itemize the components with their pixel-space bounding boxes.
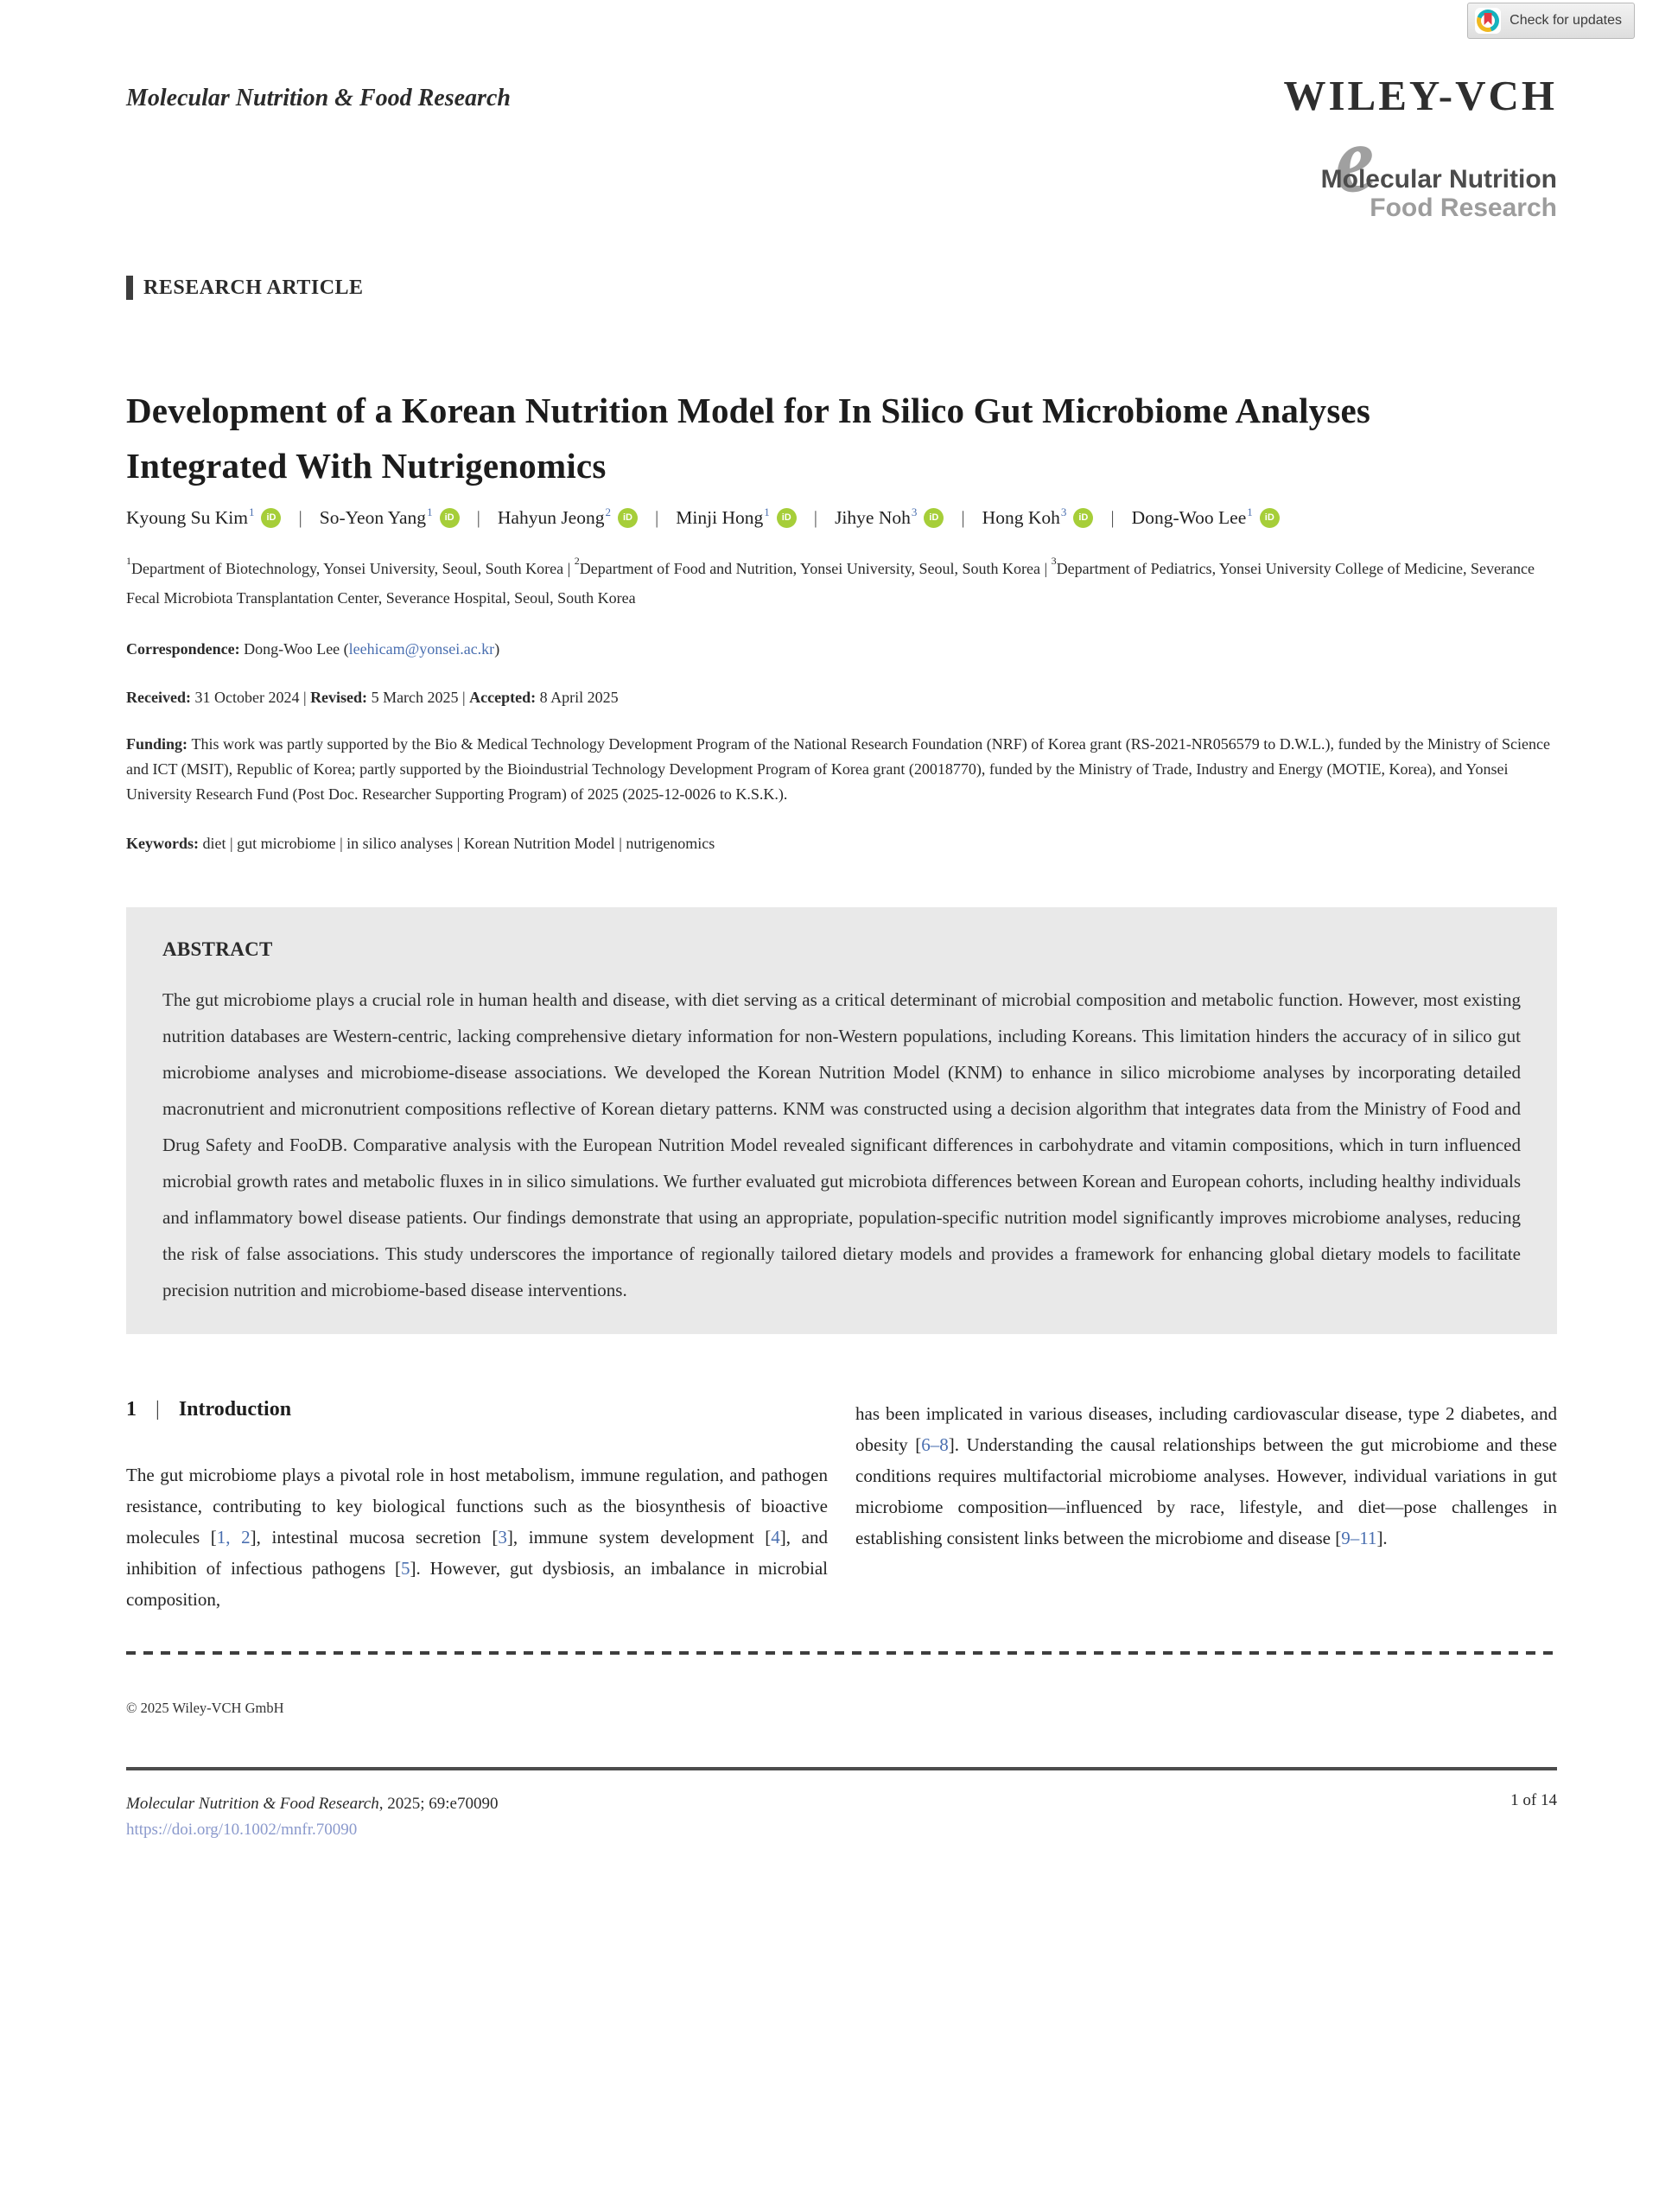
dates-line bbox=[126, 685, 1557, 709]
author-affiliation-sup: 1 bbox=[1247, 505, 1253, 518]
author-separator: | bbox=[476, 507, 480, 528]
check-for-updates-label: Check for updates bbox=[1510, 13, 1622, 28]
text-segment: Department of Biotechnology, Yonsei University, Seoul, South Korea bbox=[131, 560, 564, 577]
citation-reference[interactable]: 4 bbox=[771, 1527, 780, 1548]
journal-logo-line2: Food Research bbox=[1370, 194, 1557, 222]
text-segment: 31 October 2024 bbox=[194, 689, 300, 706]
author-affiliation-sup: 3 bbox=[911, 505, 918, 518]
abstract-text: The gut microbiome plays a crucial role in human health and disease, with diet serving as a critical determinant of microbial composition and metabolic function. However, most existing nutrition databases are Western-centric, lacking comprehensive dietary information for non-Western populations, including Koreans. This limitation hinders the accuracy of in silico gut microbiome analyses and microbiome-disease associations. We developed the Korean Nutrition Model (KNM) to enhance in silico microbiome analyses by incorporating detailed macronutrient and micronutrient compositions reflective of Korean dietary patterns. KNM was constructed using a decision algorithm that integrates data from the Ministry of Food and Drug Safety and FooDB. Comparative analysis with the European Nutrition Model revealed significant differences in carbohydrate and vitamin compositions, which in turn influenced microbial growth rates and metabolic fluxes in in silico simulations. We further evaluated gut microbiota differences between Korean and European cohorts, including healthy individuals and inflammatory bowel disease patients. Our findings demonstrate that using an appropriate, population-specific nutrition model significantly improves microbiome analyses, reducing the risk of false associations. This study underscores the importance of regionally tailored dietary models and provides a framework for enhancing global dietary models to facilitate precision nutrition and microbiome-based disease interventions. bbox=[162, 989, 1521, 1300]
text-segment: ], and inhibition of infectious pathogens [ bbox=[126, 1527, 828, 1579]
copyright-notice: © 2025 Wiley-VCH GmbH bbox=[126, 1700, 284, 1716]
text-segment: Keywords: bbox=[126, 835, 203, 852]
text-segment: | bbox=[563, 560, 575, 577]
introduction-section bbox=[126, 1398, 1557, 1615]
author-separator: | bbox=[298, 507, 302, 528]
text-segment: 2 bbox=[574, 555, 580, 567]
orcid-icon[interactable]: iD bbox=[618, 508, 638, 528]
wiley-vch-logo: WILEY-VCH bbox=[1283, 72, 1557, 119]
text-segment: | bbox=[458, 689, 470, 706]
author bbox=[498, 507, 676, 529]
abstract-heading: ABSTRACT bbox=[162, 938, 273, 960]
author-name: Hahyun Jeong bbox=[497, 507, 605, 528]
text-segment: | bbox=[299, 689, 311, 706]
journal-logo-line1: Molecular Nutrition bbox=[1320, 165, 1557, 194]
author-separator: | bbox=[961, 507, 965, 528]
section-number: 1 bbox=[126, 1398, 137, 1421]
author-affiliation-sup: 2 bbox=[605, 505, 611, 518]
section-heading-introduction bbox=[126, 1398, 828, 1421]
affiliations bbox=[126, 550, 1543, 613]
text-segment: Accepted: bbox=[469, 689, 540, 706]
author-name: Kyoung Su Kim bbox=[126, 507, 248, 528]
article-type-bar bbox=[126, 276, 133, 300]
text-segment: Department of Pediatrics, Yonsei University College of Medicine, Severance Fecal Microbiota Transplantation Center, Severance Hospital, Seoul, South Korea bbox=[126, 560, 1535, 607]
text-segment: ]. Understanding the causal relationships between the gut microbiome and these conditions requires multifactorial microbiome analyses. However, individual variations in gut microbiome composition—influenced by race, lifestyle, and diet—pose challenges in establishing consistent links between the microbiome and disease [ bbox=[855, 1434, 1557, 1548]
text-segment: 1 bbox=[126, 555, 131, 567]
text-segment: Funding: bbox=[126, 735, 192, 753]
author-separator: | bbox=[654, 507, 659, 528]
footer-journal-name: Molecular Nutrition & Food Research bbox=[126, 1795, 379, 1813]
text-segment: This work was partly supported by the Bio & Medical Technology Development Program of the National Research Foundation (NRF) of Korea grant (RS-2021-NR056579 to D.W.L.), funded by the Ministry of Science and ICT (MSIT), Republic of Korea; partly supported by the Bioindustrial Technology Development Program of Korea grant (20018770), funded by the Ministry of Trade, Industry and Energy (MOTIE, Korea), and Yonsei University Research Fund (Post Doc. Researcher Supporting Program) of 2025 (2025-12-0026 to K.S.K.). bbox=[126, 735, 1550, 803]
orcid-icon[interactable]: iD bbox=[924, 508, 944, 528]
dashed-divider bbox=[126, 1651, 1557, 1655]
author bbox=[835, 507, 982, 529]
funding-statement bbox=[126, 732, 1556, 807]
text-segment: Department of Food and Nutrition, Yonsei University, Seoul, South Korea bbox=[579, 560, 1041, 577]
running-head-journal-name: Molecular Nutrition & Food Research bbox=[126, 85, 511, 111]
text-segment: The gut microbiome plays a pivotal role in host metabolism, immune regulation, and pathogen resistance, contributing to key biological functions such as the biosynthesis of bioactive molecules [ bbox=[126, 1465, 828, 1548]
author-affiliation-sup: 1 bbox=[427, 505, 433, 518]
section-heading-divider: | bbox=[156, 1398, 160, 1421]
publisher-brand bbox=[1283, 74, 1557, 222]
author-name: Dong-Woo Lee bbox=[1131, 507, 1247, 528]
author bbox=[126, 507, 320, 529]
article-content bbox=[126, 276, 1557, 1843]
author-affiliation-sup: 1 bbox=[764, 505, 770, 518]
text-segment: Correspondence: bbox=[126, 640, 245, 658]
text-segment: diet | gut microbiome | in silico analyses | Korean Nutrition Model | nutrigenomics bbox=[202, 835, 715, 852]
author-affiliation-sup: 3 bbox=[1060, 505, 1067, 518]
footer-rule bbox=[126, 1767, 1557, 1770]
doi-link[interactable]: https://doi.org/10.1002/mnfr.70090 bbox=[126, 1821, 358, 1839]
text-segment: ], immune system development [ bbox=[506, 1527, 772, 1548]
page-header bbox=[126, 74, 1557, 222]
journal-logo bbox=[1283, 106, 1557, 222]
correspondence-line bbox=[126, 637, 1557, 661]
text-segment: ], intestinal mucosa secretion [ bbox=[250, 1527, 499, 1548]
author-separator: | bbox=[1110, 507, 1115, 528]
check-for-updates-button[interactable] bbox=[1467, 3, 1635, 39]
intro-left-column bbox=[126, 1398, 828, 1615]
author bbox=[320, 507, 498, 529]
text-segment: Dong-Woo Lee ( bbox=[244, 640, 349, 658]
citation-reference[interactable]: 1, 2 bbox=[216, 1527, 251, 1548]
article-type-badge bbox=[126, 276, 1557, 300]
author-list bbox=[126, 507, 1557, 529]
author-name: Jihye Noh bbox=[835, 507, 911, 528]
intro-paragraph-left bbox=[126, 1459, 828, 1615]
page-footer bbox=[126, 1791, 1557, 1843]
intro-paragraph-right bbox=[855, 1398, 1557, 1554]
orcid-icon[interactable]: iD bbox=[261, 508, 281, 528]
text-segment: ]. bbox=[1376, 1528, 1388, 1548]
abstract-box bbox=[126, 907, 1557, 1334]
author-affiliation-sup: 1 bbox=[248, 505, 255, 518]
author bbox=[982, 507, 1132, 529]
orcid-icon[interactable]: iD bbox=[440, 508, 460, 528]
article-title: Development of a Korean Nutrition Model for In Silico Gut Microbiome Analyses Integrated With Nutrigenomics bbox=[126, 391, 1371, 486]
text-segment: 5 March 2025 bbox=[371, 689, 459, 706]
author bbox=[676, 507, 835, 529]
link[interactable]: leehicam@yonsei.ac.kr bbox=[348, 640, 495, 658]
citation-reference[interactable]: 5 bbox=[400, 1558, 410, 1579]
author-name: Hong Koh bbox=[982, 507, 1060, 528]
text-segment: Received: bbox=[126, 689, 195, 706]
orcid-icon[interactable]: iD bbox=[1073, 508, 1093, 528]
text-segment: ]. However, gut dysbiosis, an imbalance in microbial composition, bbox=[126, 1558, 828, 1610]
footer-citation-rest: , 2025; 69:e70090 bbox=[378, 1795, 499, 1813]
article-type-label: RESEARCH ARTICLE bbox=[143, 276, 364, 299]
section-title: Introduction bbox=[178, 1398, 292, 1421]
text-segment: ) bbox=[494, 640, 500, 658]
orcid-icon[interactable]: iD bbox=[777, 508, 797, 528]
author bbox=[1132, 507, 1280, 529]
text-segment: Revised: bbox=[310, 689, 372, 706]
author-name: Minji Hong bbox=[676, 507, 764, 528]
keywords-line bbox=[126, 831, 1557, 855]
author-separator: | bbox=[813, 507, 818, 528]
page-number: 1 of 14 bbox=[1510, 1791, 1557, 1809]
text-segment: 8 April 2025 bbox=[539, 689, 619, 706]
text-segment: | bbox=[1040, 560, 1052, 577]
citation-reference[interactable]: 6–8 bbox=[921, 1434, 949, 1455]
author-name: So-Yeon Yang bbox=[319, 507, 427, 528]
crossmark-icon bbox=[1475, 8, 1501, 34]
text-segment: 3 bbox=[1051, 555, 1057, 567]
intro-right-column bbox=[855, 1398, 1557, 1615]
footer-citation bbox=[126, 1791, 498, 1843]
journal-e-mark-icon: e bbox=[1326, 106, 1382, 214]
citation-reference[interactable]: 3 bbox=[498, 1527, 507, 1548]
citation-reference[interactable]: 9–11 bbox=[1341, 1528, 1377, 1548]
orcid-icon[interactable]: iD bbox=[1260, 508, 1280, 528]
text-segment: has been implicated in various diseases, including cardiovascular disease, type 2 diabetes, and obesity [ bbox=[855, 1403, 1557, 1455]
